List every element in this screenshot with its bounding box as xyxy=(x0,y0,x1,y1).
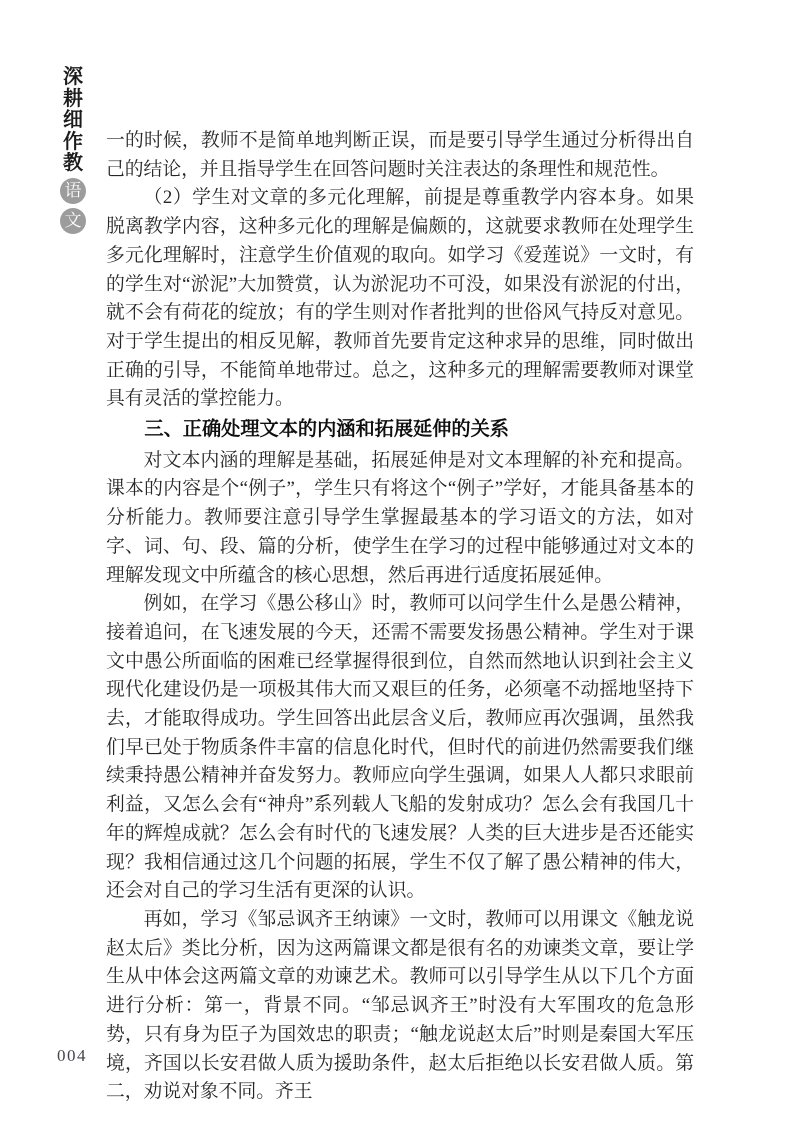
page-body-text xyxy=(106,127,694,1107)
page-number: 004 xyxy=(57,1046,87,1065)
banner-char: 作 xyxy=(63,128,83,153)
spine-banner xyxy=(57,66,89,234)
paragraph: 例如，在学习《愚公移山》时，教师可以问学生什么是愚公精神，接着追问，在飞速发展的今天，还需不需要发扬愚公精神。学生对于课文中愚公所面临的困难已经掌握得很到位，自然而然地认识到社会主义现代化建设仍是一项极其伟大而又艰巨的任务，必须毫不动摇地坚持下去，才能取得成功。学生回答出此层含义后，教师应再次强调，虽然我们早已处于物质条件丰富的信息化时代，但时代的前进仍然需要我们继续秉持愚公精神并奋发努力。教师应向学生强调，如果人人都只求眼前利益，又怎么会有“神舟”系列载人飞船的发射成功？怎么会有我国几十年的辉煌成就？怎么会有时代的飞速发展？人类的巨大进步是否还能实现？我相信通过这几个问题的拓展，学生不仅了解了愚公精神的伟大，还会对自己的学习生活有更深的认识。 xyxy=(106,593,694,902)
paragraph: （2）学生对文章的多元化理解，前提是尊重教学内容本身。如果脱离教学内容，这种多元化的理解是偏颇的，这就要求教师在处理学生多元化理解时，注意学生价值观的取向。如学习《爱莲说》一文时，有的学生对“淤泥”大加赞赏，认为淤泥功不可没，如果没有淤泥的付出，就不会有荷花的绽放；有的学生则对作者批判的世俗风气持反对意见。对于学生提出的相反见解，教师首先要肯定这种求异的思维，同时做出正确的引导，不能简单地带过。总之，这种多元的理解需要教师对课堂具有灵活的掌控能力。 xyxy=(106,187,694,410)
paragraph: 对文本内涵的理解是基础，拓展延伸是对文本理解的补充和提高。课本的内容是个“例子”，学生只有将这个“例子”学好，才能具备基本的分析能力。教师要注意引导学生掌握最基本的学习语文的方法，如对字、词、句、段、篇的分析，使学生在学习的过程中能够通过对文本的理解发现文中所蕴含的核心思想，然后再进行适度拓展延伸。 xyxy=(106,449,694,586)
banner-char: 细 xyxy=(63,107,83,131)
subject-badge-yu: 语 xyxy=(60,178,86,204)
subject-badge-wen: 文 xyxy=(60,208,86,234)
section-heading: 三、正确处理文本的内涵和拓展延伸的关系 xyxy=(144,419,509,441)
paragraph-continuation: 一的时候，教师不是简单地判断正误，而是要引导学生通过分析得出自己的结论，并且指导学生在回答问题时关注表达的条理性和规范性。 xyxy=(106,130,694,180)
banner-char: 教 xyxy=(63,150,83,174)
banner-char: 深 xyxy=(63,64,83,88)
paragraph: 再如，学习《邹忌讽齐王纳谏》一文时，教师可以用课文《触龙说赵太后》类比分析，因为这两篇课文都是很有名的劝谏类文章，要让学生从中体会这两篇文章的劝谏艺术。教师可以引导学生从以下几个方面进行分析：第一，背景不同。“邹忌讽齐王”时没有大军围攻的危急形势，只有身为臣子为国效忠的职责；“触龙说赵太后”时则是秦国大军压境，齐国以长安君做人质为援助条件，赵太后拒绝以长安君做人质。第二，劝说对象不同。齐王 xyxy=(106,908,694,1103)
banner-char: 耕 xyxy=(63,85,83,110)
